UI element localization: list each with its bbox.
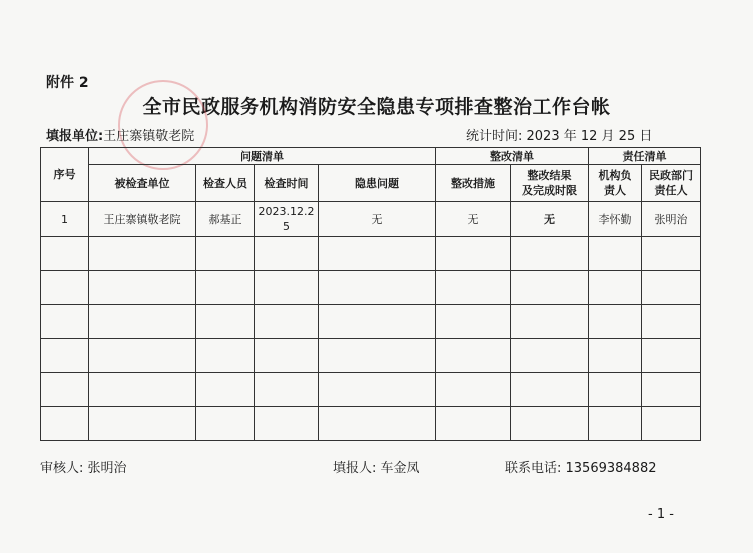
table-row-empty [41,373,701,407]
page-number: - 1 - [648,507,674,522]
contact-phone: 联系电话: 13569384882 [505,461,657,476]
col-civil-header [642,165,701,202]
cell-time [255,202,319,237]
stat-time: 统计时间: 2023 年 12 月 25 日 [466,129,653,144]
col-civil-header-line1: 民政部门 [649,169,693,182]
col-time-header: 检查时间 [255,165,319,202]
col-measure-header: 整改措施 [436,165,511,202]
attachment-label: 附件 2 [46,75,89,91]
table-row-empty [41,271,701,305]
group-rectify-header: 整改清单 [436,148,589,165]
fill-unit [46,125,194,144]
table-row-empty [41,237,701,271]
col-issue-header: 隐患问题 [319,165,436,202]
table-row-empty [41,407,701,441]
fill-unit-label: 填报单位: [46,129,104,144]
col-result-header-line1: 整改结果 [527,169,572,182]
cell-time-line2: 5 [283,220,290,233]
table-row-empty [41,339,701,373]
cell-org: 李怀勤 [589,202,642,237]
cell-civil: 张明治 [642,202,701,237]
cell-seq: 1 [41,202,89,237]
cell-issue: 无 [319,202,436,237]
col-result-header [511,165,589,202]
col-org-header-line1: 机构负 [598,169,632,182]
fill-unit-value: 王庄寨镇敬老院 [103,129,195,144]
group-resp-header: 责任清单 [589,148,701,165]
col-org-header-line2: 责人 [604,184,626,197]
ledger-table [40,147,701,441]
col-inspector-header: 检查人员 [196,165,255,202]
table-row [41,202,701,237]
cell-result: 无 [511,202,589,237]
col-result-header-line2: 及完成时限 [522,184,577,197]
table-row-empty [41,305,701,339]
reviewer: 审核人: 张明治 [40,461,127,476]
cell-time-line1: 2023.12.2 [258,205,315,218]
filler: 填报人: 车金凤 [333,461,420,476]
cell-measure: 无 [436,202,511,237]
col-civil-header-line2: 责任人 [654,184,688,197]
col-seq-header: 序号 [41,148,89,202]
cell-inspector: 郝基正 [196,202,255,237]
page-title: 全市民政服务机构消防安全隐患专项排查整治工作台帐 [142,96,611,118]
col-unit-header: 被检查单位 [89,165,196,202]
cell-unit: 王庄寨镇敬老院 [89,202,196,237]
group-problem-header: 问题清单 [89,148,436,165]
col-org-header [589,165,642,202]
